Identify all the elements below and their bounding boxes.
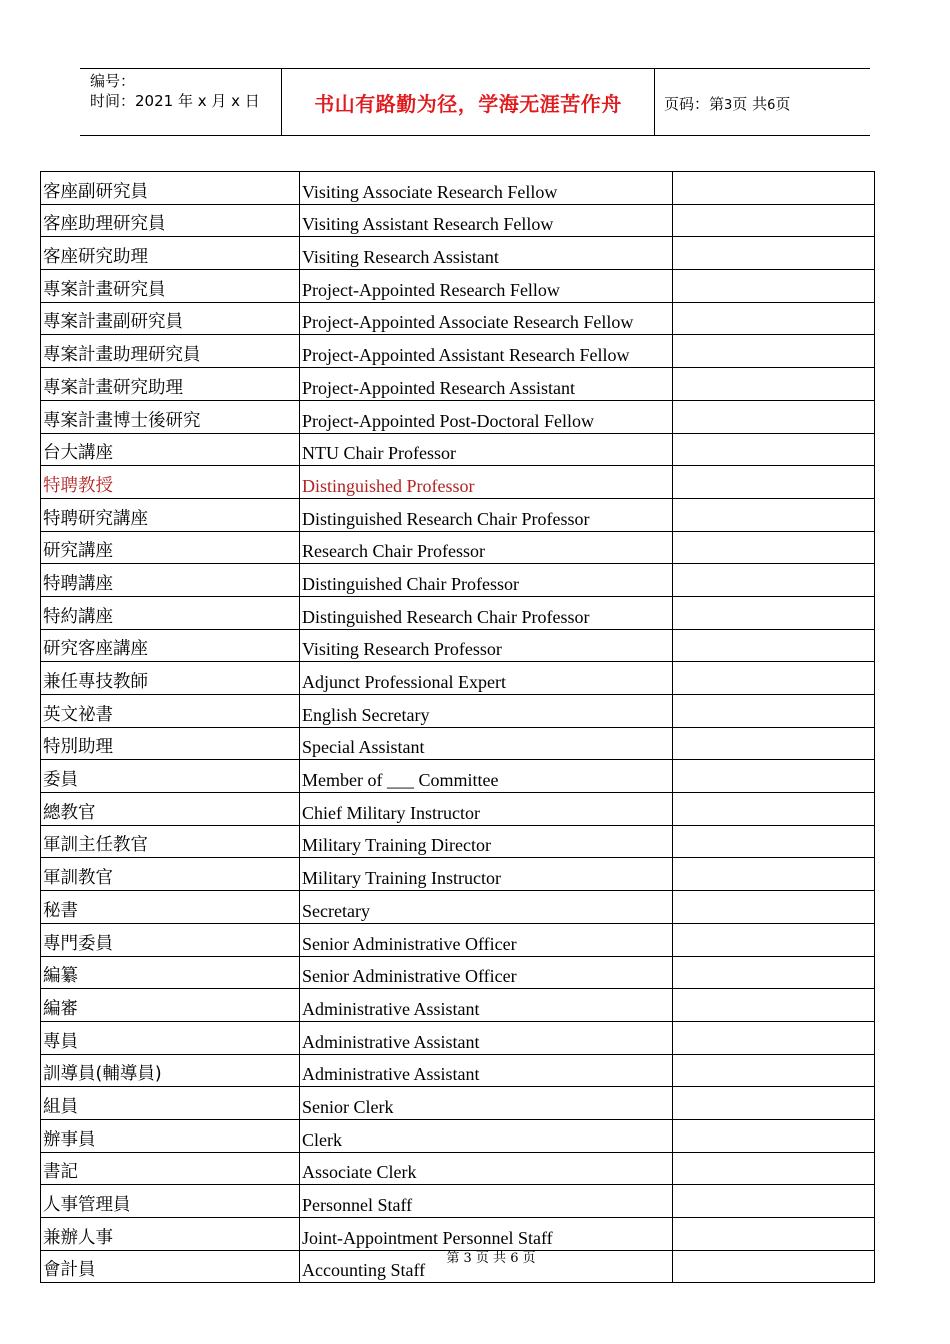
chinese-title-cell: 秘書 — [41, 891, 300, 924]
note-cell — [673, 368, 875, 401]
chinese-title-cell: 特聘教授 — [41, 466, 300, 499]
note-cell — [673, 1054, 875, 1087]
note-cell — [673, 1087, 875, 1120]
table-row — [41, 270, 875, 303]
english-title-cell: Senior Administrative Officer — [300, 923, 673, 956]
chinese-title-cell: 兼任專技教師 — [41, 662, 300, 695]
note-cell — [673, 727, 875, 760]
english-title-cell: Distinguished Research Chair Professor — [300, 498, 673, 531]
chinese-title-cell: 編纂 — [41, 956, 300, 989]
note-cell — [673, 825, 875, 858]
header-motto: 书山有路勤为径，学海无涯苦作舟 — [314, 92, 622, 116]
english-title-cell: Visiting Research Assistant — [300, 237, 673, 270]
table-body — [41, 172, 875, 1283]
table-row — [41, 825, 875, 858]
header-bottom-rule — [80, 135, 870, 136]
table-row — [41, 1218, 875, 1251]
note-cell — [673, 466, 875, 499]
table-row — [41, 498, 875, 531]
english-title-cell: Accounting Staff — [300, 1250, 673, 1283]
english-title-cell: Special Assistant — [300, 727, 673, 760]
table-row — [41, 433, 875, 466]
chinese-title-cell: 特聘研究講座 — [41, 498, 300, 531]
header-page-indicator — [664, 93, 790, 114]
english-title-cell: NTU Chair Professor — [300, 433, 673, 466]
note-cell — [673, 400, 875, 433]
table-row — [41, 596, 875, 629]
english-title-cell: Project-Appointed Research Assistant — [300, 368, 673, 401]
note-cell — [673, 793, 875, 826]
english-title-cell: Project-Appointed Associate Research Fellow — [300, 302, 673, 335]
note-cell — [673, 204, 875, 237]
table-row — [41, 302, 875, 335]
note-cell — [673, 498, 875, 531]
table-row — [41, 891, 875, 924]
note-cell — [673, 662, 875, 695]
chinese-title-cell: 專案計畫研究助理 — [41, 368, 300, 401]
note-cell — [673, 1021, 875, 1054]
english-title-cell: Secretary — [300, 891, 673, 924]
english-title-cell: Senior Clerk — [300, 1087, 673, 1120]
note-cell — [673, 760, 875, 793]
page-suffix: 页 — [775, 95, 791, 113]
table-row — [41, 1054, 875, 1087]
page-prefix: 页码：第 — [664, 95, 725, 113]
table-row — [41, 858, 875, 891]
chinese-title-cell: 書記 — [41, 1152, 300, 1185]
chinese-title-cell: 軍訓教官 — [41, 858, 300, 891]
note-cell — [673, 923, 875, 956]
title-translation-table — [40, 171, 875, 1283]
table-row — [41, 989, 875, 1022]
table-row — [41, 368, 875, 401]
chinese-title-cell: 委員 — [41, 760, 300, 793]
note-cell — [673, 1152, 875, 1185]
note-cell — [673, 596, 875, 629]
chinese-title-cell: 專案計畫助理研究員 — [41, 335, 300, 368]
english-title-cell: Distinguished Professor — [300, 466, 673, 499]
page-footer: 第 3 页 共 6 页 — [446, 1251, 536, 1266]
english-title-cell: Research Chair Professor — [300, 531, 673, 564]
table-row — [41, 1152, 875, 1185]
english-title-cell: Administrative Assistant — [300, 989, 673, 1022]
chinese-title-cell: 辦事員 — [41, 1119, 300, 1152]
table-row — [41, 400, 875, 433]
table-row — [41, 1087, 875, 1120]
table-row — [41, 531, 875, 564]
chinese-title-cell: 特聘講座 — [41, 564, 300, 597]
note-cell — [673, 564, 875, 597]
chinese-title-cell: 人事管理員 — [41, 1185, 300, 1218]
english-title-cell: Adjunct Professional Expert — [300, 662, 673, 695]
chinese-title-cell: 專案計畫博士後研究 — [41, 400, 300, 433]
note-cell — [673, 1119, 875, 1152]
table-row — [41, 204, 875, 237]
english-title-cell: Project-Appointed Assistant Research Fellow — [300, 335, 673, 368]
english-title-cell: Distinguished Chair Professor — [300, 564, 673, 597]
chinese-title-cell: 英文祕書 — [41, 695, 300, 728]
table-row — [41, 1119, 875, 1152]
chinese-title-cell: 專案計畫副研究員 — [41, 302, 300, 335]
note-cell — [673, 629, 875, 662]
chinese-title-cell: 台大講座 — [41, 433, 300, 466]
note-cell — [673, 237, 875, 270]
note-cell — [673, 302, 875, 335]
english-title-cell: Chief Military Instructor — [300, 793, 673, 826]
table-row — [41, 760, 875, 793]
chinese-title-cell: 專員 — [41, 1021, 300, 1054]
english-title-cell: Military Training Director — [300, 825, 673, 858]
english-title-cell: Senior Administrative Officer — [300, 956, 673, 989]
note-cell — [673, 270, 875, 303]
note-cell — [673, 433, 875, 466]
page-current: 3 — [724, 98, 733, 113]
chinese-title-cell: 特別助理 — [41, 727, 300, 760]
english-title-cell: Military Training Instructor — [300, 858, 673, 891]
chinese-title-cell: 研究客座講座 — [41, 629, 300, 662]
table-row — [41, 793, 875, 826]
english-title-cell: Personnel Staff — [300, 1185, 673, 1218]
note-cell — [673, 531, 875, 564]
table-row — [41, 172, 875, 205]
chinese-title-cell: 客座副研究員 — [41, 172, 300, 205]
english-title-cell: English Secretary — [300, 695, 673, 728]
note-cell — [673, 172, 875, 205]
chinese-title-cell: 總教官 — [41, 793, 300, 826]
english-title-cell: Associate Clerk — [300, 1152, 673, 1185]
chinese-title-cell: 編審 — [41, 989, 300, 1022]
table-row — [41, 695, 875, 728]
document-date-label: 时间：2021 年 x 月 x 日 — [90, 92, 260, 110]
table-row — [41, 923, 875, 956]
english-title-cell: Member of ___ Committee — [300, 760, 673, 793]
chinese-title-cell: 專門委員 — [41, 923, 300, 956]
english-title-cell: Administrative Assistant — [300, 1054, 673, 1087]
table-row — [41, 727, 875, 760]
english-title-cell: Project-Appointed Research Fellow — [300, 270, 673, 303]
table-row — [41, 335, 875, 368]
note-cell — [673, 1218, 875, 1251]
chinese-title-cell: 研究講座 — [41, 531, 300, 564]
table-row — [41, 564, 875, 597]
note-cell — [673, 989, 875, 1022]
table-row — [41, 662, 875, 695]
note-cell — [673, 1185, 875, 1218]
page-mid: 页 共 — [732, 95, 768, 113]
english-title-cell: Clerk — [300, 1119, 673, 1152]
english-title-cell: Project-Appointed Post-Doctoral Fellow — [300, 400, 673, 433]
header-top-rule — [80, 68, 870, 69]
english-title-cell: Visiting Associate Research Fellow — [300, 172, 673, 205]
english-title-cell: Distinguished Research Chair Professor — [300, 596, 673, 629]
table-row — [41, 466, 875, 499]
header-meta — [90, 71, 260, 111]
chinese-title-cell: 組員 — [41, 1087, 300, 1120]
chinese-title-cell: 會計員 — [41, 1250, 300, 1283]
chinese-title-cell: 客座助理研究員 — [41, 204, 300, 237]
table-row — [41, 956, 875, 989]
note-cell — [673, 695, 875, 728]
table-row — [41, 1021, 875, 1054]
chinese-title-cell: 兼辦人事 — [41, 1218, 300, 1251]
english-title-cell: Administrative Assistant — [300, 1021, 673, 1054]
table-row — [41, 1185, 875, 1218]
table-row — [41, 629, 875, 662]
chinese-title-cell: 軍訓主任教官 — [41, 825, 300, 858]
document-number-label: 编号： — [90, 72, 136, 90]
english-title-cell: Visiting Research Professor — [300, 629, 673, 662]
note-cell — [673, 335, 875, 368]
chinese-title-cell: 訓導員(輔導員) — [41, 1054, 300, 1087]
note-cell — [673, 891, 875, 924]
note-cell — [673, 858, 875, 891]
chinese-title-cell: 特約講座 — [41, 596, 300, 629]
english-title-cell: Joint-Appointment Personnel Staff — [300, 1218, 673, 1251]
chinese-title-cell: 專案計畫研究員 — [41, 270, 300, 303]
table-row — [41, 237, 875, 270]
page-total: 6 — [767, 98, 776, 113]
note-cell — [673, 956, 875, 989]
header-divider-right — [654, 68, 655, 136]
english-title-cell: Visiting Assistant Research Fellow — [300, 204, 673, 237]
chinese-title-cell: 客座研究助理 — [41, 237, 300, 270]
